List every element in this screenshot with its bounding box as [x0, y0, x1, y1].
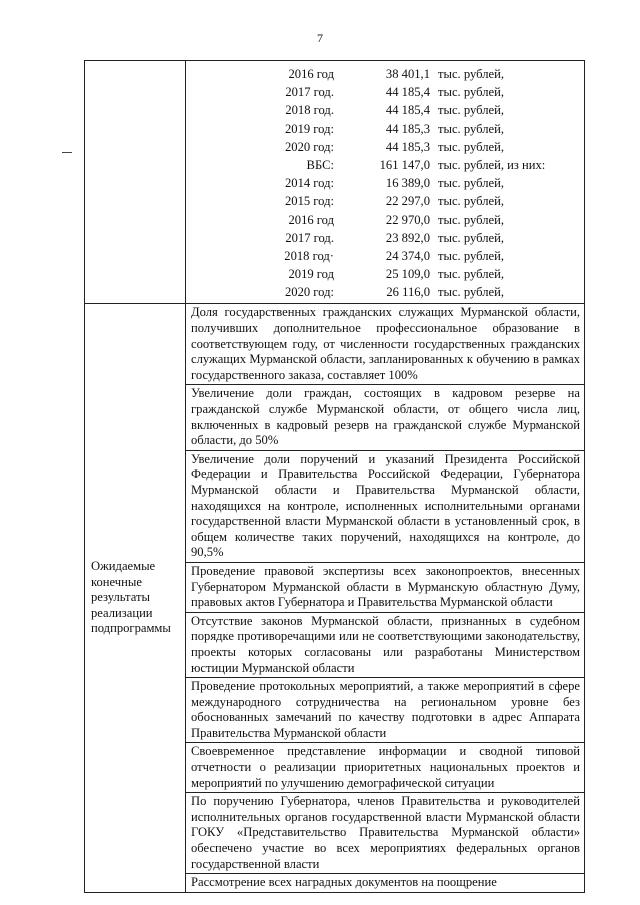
result-item: Увеличение доли поручений и указаний Президента Российской Федерации и Правительства Российской Федерации, Губернатора Мурманской области и Правительства Мурманской области, находящихся на контроле, исполненных исполнительными органами государственной власти Мурманской области в установленный срок, в общем количестве таких поручений, находящихся на контроле, до 90,5%	[186, 451, 584, 563]
margin-mark	[62, 152, 72, 153]
funding-label-cell	[85, 61, 186, 304]
program-table	[84, 60, 585, 893]
funding-year: 2015 год:	[284, 194, 334, 209]
funding-entry	[186, 120, 584, 138]
funding-unit: тыс. рублей,	[438, 230, 504, 245]
funding-entry	[186, 83, 584, 101]
funding-amount: 44 185,3	[385, 139, 430, 154]
results-label: Ожидаемые конечные результаты реализации подпрограммы	[85, 304, 186, 892]
funding-list	[186, 61, 584, 303]
funding-row	[85, 61, 585, 304]
funding-unit: тыс. рублей,	[438, 212, 504, 227]
funding-year: 2019 год:	[284, 121, 334, 136]
funding-entry	[186, 211, 584, 229]
funding-unit: тыс. рублей,	[438, 176, 504, 191]
funding-year: 2016 год	[288, 212, 334, 227]
funding-year: 2020 год:	[284, 285, 334, 300]
funding-year: 2018 год.	[285, 103, 334, 118]
funding-unit: тыс. рублей,	[438, 121, 504, 136]
funding-entry	[186, 265, 584, 283]
results-list	[186, 304, 584, 891]
result-item: Рассмотрение всех наградных документов на поощрение	[191, 875, 497, 890]
funding-cell	[186, 61, 585, 304]
funding-amount: 22 297,0	[385, 194, 430, 209]
result-item: Своевременное представление информации и сводной типовой отчетности о реализации приоритетных национальных проектов и мероприятий по улучшению демографической ситуации	[186, 743, 584, 793]
result-item: Увеличение доли граждан, состоящих в кадровом резерве на гражданской службе Мурманской области, от общего числа лиц, включенных в кадровый резерв на гражданской службе Мурманской области, до 50%	[186, 385, 584, 450]
funding-unit: тыс. рублей,	[438, 67, 504, 81]
result-item: Проведение протокольных мероприятий, а также мероприятий в сфере международного сотрудничества на региональном уровне без обоснованных замечаний по качеству подготовки в адрес Аппарата Правительства Мурманской области	[186, 678, 584, 743]
funding-entry	[186, 156, 584, 174]
funding-year: 2014 год:	[284, 176, 334, 191]
funding-amount: 161 147,0	[379, 157, 430, 172]
funding-year: 2020 год:	[284, 139, 334, 154]
funding-entry	[186, 192, 584, 210]
funding-unit: тыс. рублей,	[438, 85, 504, 100]
funding-amount: 38 401,1	[385, 67, 430, 81]
funding-entry	[186, 283, 584, 301]
funding-amount: 44 185,3	[385, 121, 430, 136]
funding-year: 2017 год.	[285, 85, 334, 100]
funding-amount: 44 185,4	[385, 85, 430, 100]
results-row	[85, 304, 585, 892]
funding-amount: 44 185,4	[385, 103, 430, 118]
funding-year: 2019 год	[288, 267, 334, 282]
page-number: 7	[317, 31, 323, 45]
funding-year: 2016 год	[288, 67, 334, 81]
funding-amount: 24 374,0	[385, 248, 430, 263]
funding-unit: тыс. рублей,	[438, 285, 504, 300]
funding-entry	[186, 229, 584, 247]
funding-year: 2017 год.	[285, 230, 334, 245]
funding-amount: 22 970,0	[385, 212, 430, 227]
funding-unit: тыс. рублей,	[438, 194, 504, 209]
funding-unit: тыс. рублей,	[438, 248, 504, 263]
funding-unit: тыс. рублей,	[438, 103, 504, 118]
funding-amount: 26 116,0	[386, 285, 430, 300]
funding-unit: тыс. рублей,	[438, 139, 504, 154]
funding-year: ВБС:	[306, 157, 334, 172]
funding-entry	[186, 247, 584, 265]
result-item: Проведение правовой экспертизы всех законопроектов, внесенных Губернатором Мурманской области в Мурманскую областную Думу, правовых актов Губернатора и Правительства Мурманской области	[186, 563, 584, 613]
funding-amount: 25 109,0	[385, 267, 430, 282]
result-item: Доля государственных гражданских служащих Мурманской области, получивших дополнительное профессиональное образование в соответствующем году, от численности государственных гражданских служащих Мурманской области, запланированных к обучению в рамках государственного заказа, составляет 100%	[186, 304, 584, 385]
funding-entry	[186, 138, 584, 156]
funding-entry	[186, 101, 584, 119]
result-item: По поручению Губернатора, членов Правительства и руководителей исполнительных органов государственной власти Мурманской области ГОКУ «Представительство Правительства Мурманской области» обеспечено участие во всех мероприятиях федеральных органов государственной власти	[186, 793, 584, 874]
funding-unit: тыс. рублей,	[438, 267, 504, 282]
results-cell	[186, 304, 585, 892]
funding-amount: 23 892,0	[385, 230, 430, 245]
funding-entry	[186, 174, 584, 192]
funding-entry	[186, 65, 584, 83]
funding-amount: 16 389,0	[385, 176, 430, 191]
funding-unit: тыс. рублей, из них:	[438, 157, 546, 172]
result-item: Отсутствие законов Мурманской области, признанных в судебном порядке противоречащими или не соответствующими законодательству, проекты которых согласованы или разработаны Министерством юстиции Мурманской области	[186, 613, 584, 678]
funding-year: 2018 год·	[284, 248, 334, 263]
